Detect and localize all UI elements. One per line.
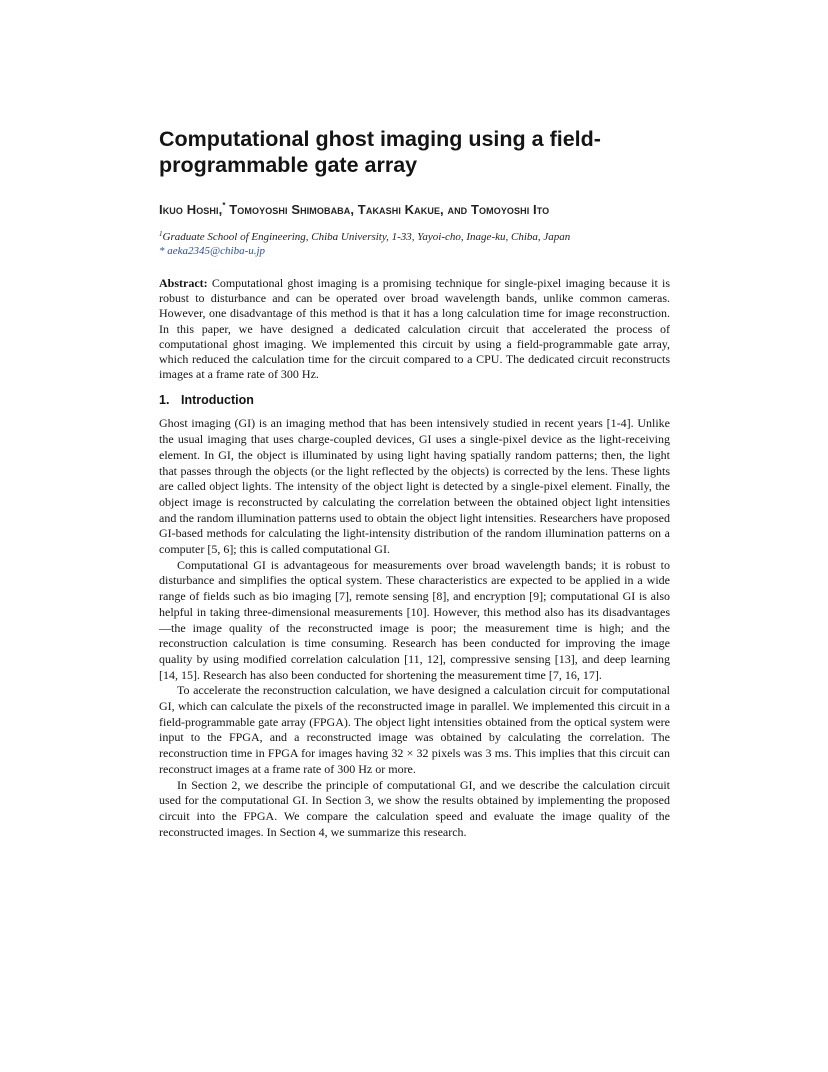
- intro-paragraph-4: In Section 2, we describe the principle of computational GI, and we describe the calculation circuit used for the computational GI. In Section 3, we show the results obtained by implementing the proposed circuit into the FPGA. We compare the calculation speed and evaluate the image quality of the reconstructed images. In Section 4, we summarize this research.: [159, 777, 670, 839]
- affiliation: [159, 230, 670, 244]
- corresponding-mark: *: [222, 201, 226, 210]
- section-number: 1.: [159, 393, 170, 408]
- paper-content: [159, 126, 670, 840]
- abstract-label: Abstract:: [159, 276, 208, 290]
- abstract: [159, 276, 670, 382]
- intro-paragraph-3: To accelerate the reconstruction calculation, we have designed a calculation circuit for computational GI, which can calculate the pixels of the reconstructed image in parallel. We implemented this circuit in a field-programmable gate array (FPGA). The object light intensities obtained from the optical system were input to the FPGA, and a reconstructed image was obtained by calculating the correlation. The reconstruction time in FPGA for images having 32 × 32 pixels was 3 ms. This implies that this circuit can reconstruct images at a frame rate of 300 Hz or more.: [159, 683, 670, 776]
- affiliation-mark: 1: [159, 230, 163, 238]
- author-email-link[interactable]: * aeka2345@chiba-u.jp: [159, 245, 266, 257]
- section-heading-introduction: [159, 392, 670, 408]
- section-title: Introduction: [181, 393, 254, 408]
- affiliation-text: Graduate School of Engineering, Chiba University, 1-33, Yayoi-cho, Inage-ku, Chiba, Japan: [162, 231, 571, 243]
- author-list: [159, 200, 670, 220]
- author-others: Tomoyoshi Shimobaba, Takashi Kakue, and Tomoyoshi Ito: [225, 202, 550, 217]
- author-1: Ikuo Hoshi,: [159, 202, 223, 217]
- paper-title: Computational ghost imaging using a field-programmable gate array: [159, 127, 601, 177]
- abstract-text: Computational ghost imaging is a promising technique for single-pixel imaging because it is robust to disturbance and can be operated over broad wavelength bands, unlike common cameras. However, one disadvantage of this method is that it has a long calculation time for image reconstruction. In this paper, we have designed a dedicated calculation circuit that accelerated the process of computational ghost imaging. We implemented this circuit by using a field-programmable gate array, which reduced the calculation time for the circuit compared to a CPU. The dedicated circuit reconstructs images at a frame rate of 300 Hz.: [159, 276, 670, 382]
- intro-paragraph-1: Ghost imaging (GI) is an imaging method that has been intensively studied in recent years [1-4]. Unlike the usual imaging that uses charge-coupled devices, GI uses a single-pixel device as the light-receiving element. In GI, the object is illuminated by using light having spatially random patterns; then, the light that passes through the objects (or the light reflected by the objects) is corrected by the lens. These lights are called object lights. The intensity of the object light is detected by a single-pixel element. Finally, the object image is reconstructed by calculating the correlation between the obtained object light intensities and the random illumination patterns used to obtain the object light intensities. Researchers have proposed GI-based methods for calculating the light-intensity distribution of the random illumination patterns on a computer [5, 6]; this is called computational GI.: [159, 416, 670, 557]
- intro-paragraph-2: Computational GI is advantageous for measurements over broad wavelength bands; it is robust to disturbance and simplifies the optical system. These characteristics are expected to be applied in a wide range of fields such as bio imaging [7], remote sensing [8], and encryption [9]; computational GI is also helpful in taking three-dimensional measurements [10]. However, this method also has its disadvantages—the image quality of the reconstructed image is poor; the measurement time is high; and the reconstruction calculation is time consuming. Research has been conducted for improving the image quality by using modified correlation calculation [11, 12], compressive sensing [13], and deep learning [14, 15]. Research has also been conducted for shortening the measurement time [7, 16, 17].: [159, 557, 670, 682]
